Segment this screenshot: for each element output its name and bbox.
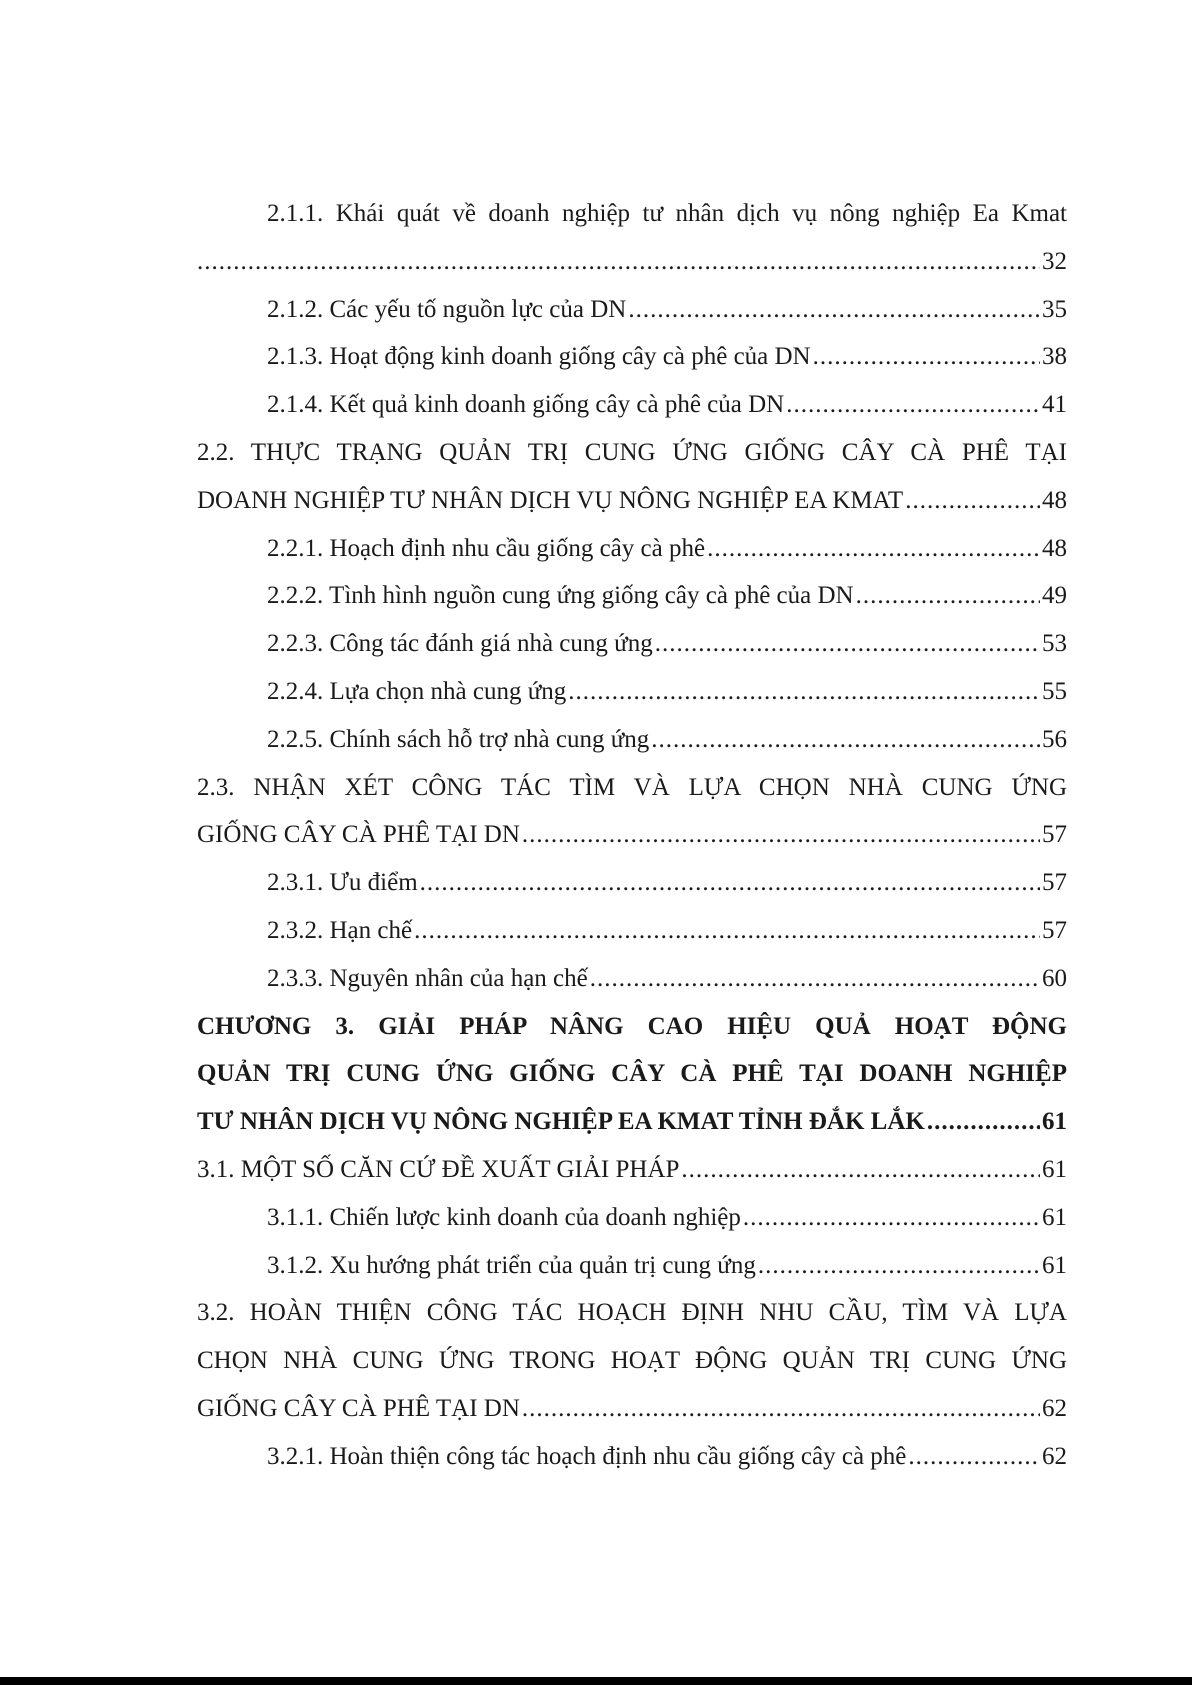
toc-page-number: 38 — [1042, 343, 1067, 371]
toc-entry-2-2-1[interactable] — [197, 525, 1067, 573]
dot-leader — [786, 381, 1040, 429]
toc-entry-2-2-3[interactable] — [197, 620, 1067, 668]
dot-leader — [628, 286, 1040, 334]
toc-page-number: 61 — [1042, 1251, 1067, 1279]
toc-chapter-3-line1[interactable] — [197, 1003, 1067, 1051]
dot-leader — [905, 477, 1040, 525]
toc-entry-2-3-1[interactable] — [197, 859, 1067, 907]
toc-page-number: 57 — [1042, 821, 1067, 849]
toc-page-number: 61 — [1042, 1155, 1067, 1183]
toc-page-number: 56 — [1042, 725, 1067, 753]
toc-entry-title: TƯ NHÂN DỊCH VỤ NÔNG NGHIỆP EA KMAT TỈNH ĐẮK LẮK — [197, 1108, 925, 1136]
toc-entry-title: CHỌN NHÀ CUNG ỨNG TRONG HOẠT ĐỘNG QUẢN TRỊ CUNG ỨNG — [197, 1347, 1067, 1375]
toc-chapter-3-line3[interactable] — [197, 1098, 1067, 1146]
dot-leader — [568, 668, 1040, 716]
toc-page-number: 48 — [1042, 486, 1067, 514]
dot-leader — [681, 1146, 1040, 1194]
toc-entry-title: 3.2.1. Hoàn thiện công tác hoạch định nhu cầu giống cây cà phê — [267, 1442, 907, 1470]
toc-entry-title: QUẢN TRỊ CUNG ỨNG GIỐNG CÂY CÀ PHÊ TẠI DOANH NGHIỆP — [197, 1060, 1067, 1088]
toc-entry-title: 2.2. THỰC TRẠNG QUẢN TRỊ CUNG ỨNG GIỐNG CÂY CÀ PHÊ TẠI — [197, 438, 1067, 466]
toc-entry-2-3-2[interactable] — [197, 907, 1067, 955]
dot-leader — [813, 333, 1040, 381]
toc-entry-2-3-3[interactable] — [197, 955, 1067, 1003]
toc-page-number: 60 — [1042, 964, 1067, 992]
toc-entry-title: 2.1.4. Kết quả kinh doanh giống cây cà phê của DN — [267, 391, 785, 419]
toc-entry-3-2-1[interactable] — [197, 1433, 1067, 1481]
toc-entry-3-1-2[interactable] — [197, 1242, 1067, 1290]
toc-entry-2-1-2[interactable] — [197, 286, 1067, 334]
toc-entry-3-2-line2[interactable] — [197, 1337, 1067, 1385]
toc-page-number: 53 — [1042, 630, 1067, 658]
toc-page-number: 61 — [1042, 1203, 1067, 1231]
toc-page-number: 57 — [1042, 916, 1067, 944]
toc-entry-3-2-line1[interactable] — [197, 1289, 1067, 1337]
toc-entry-title: 3.1.2. Xu hướng phát triển của quản trị cung ứng — [267, 1251, 756, 1279]
toc-entry-2-2-line2[interactable] — [197, 477, 1067, 525]
toc-entry-title: 2.2.1. Hoạch định nhu cầu giống cây cà phê — [267, 534, 706, 562]
dot-leader — [927, 1098, 1040, 1146]
dot-leader — [908, 1433, 1040, 1481]
toc-entry-title: 2.1.2. Các yếu tố nguồn lực của DN — [267, 295, 627, 323]
toc-entry-2-2-4[interactable] — [197, 668, 1067, 716]
toc-entry-title: 2.3.2. Hạn chế — [267, 916, 413, 944]
toc-entry-title: GIỐNG CÂY CÀ PHÊ TẠI DN — [197, 821, 520, 849]
dot-leader — [590, 955, 1040, 1003]
toc-entry-3-2-line3[interactable] — [197, 1385, 1067, 1433]
dot-leader — [856, 572, 1040, 620]
toc-entry-3-1-1[interactable] — [197, 1194, 1067, 1242]
dot-leader — [420, 859, 1040, 907]
toc-entry-2-2-5[interactable] — [197, 716, 1067, 764]
toc-entry-title: 2.2.5. Chính sách hỗ trợ nhà cung ứng — [267, 725, 650, 753]
toc-entry-2-2-line1[interactable] — [197, 429, 1067, 477]
toc-entry-title: 2.2.4. Lựa chọn nhà cung ứng — [267, 677, 567, 705]
toc-page-number: 32 — [1042, 247, 1067, 275]
toc-page-number: 49 — [1042, 582, 1067, 610]
toc-chapter-3-line2[interactable] — [197, 1050, 1067, 1098]
table-of-contents — [197, 190, 1067, 1481]
dot-leader — [522, 1385, 1040, 1433]
toc-page-number: 35 — [1042, 295, 1067, 323]
toc-entry-title: CHƯƠNG 3. GIẢI PHÁP NÂNG CAO HIỆU QUẢ HOẠT ĐỘNG — [197, 1012, 1067, 1040]
toc-page-number: 48 — [1042, 534, 1067, 562]
toc-entry-title: 2.3. NHẬN XÉT CÔNG TÁC TÌM VÀ LỰA CHỌN NHÀ CUNG ỨNG — [197, 773, 1067, 801]
toc-entry-title: DOANH NGHIỆP TƯ NHÂN DỊCH VỤ NÔNG NGHIỆP EA KMAT — [197, 486, 904, 514]
toc-entry-title: 2.3.3. Nguyên nhân của hạn chế — [267, 964, 588, 992]
toc-entry-title: 2.2.3. Công tác đánh giá nhà cung ứng — [267, 630, 653, 658]
toc-entry-2-1-4[interactable] — [197, 381, 1067, 429]
toc-page-number: 62 — [1042, 1442, 1067, 1470]
dot-leader — [414, 907, 1040, 955]
dot-leader — [655, 620, 1040, 668]
toc-entry-title: GIỐNG CÂY CÀ PHÊ TẠI DN — [197, 1394, 520, 1422]
toc-entry-2-3-line1[interactable] — [197, 764, 1067, 812]
toc-entry-title: 3.1. MỘT SỐ CĂN CỨ ĐỀ XUẤT GIẢI PHÁP — [197, 1155, 680, 1183]
toc-entry-title: 3.2. HOÀN THIỆN CÔNG TÁC HOẠCH ĐỊNH NHU CẦU, TÌM VÀ LỰA — [197, 1299, 1067, 1327]
toc-entry-2-3-line2[interactable] — [197, 811, 1067, 859]
toc-page-number: 55 — [1042, 677, 1067, 705]
bottom-edge-bar — [0, 1677, 1192, 1685]
toc-entry-2-1-3[interactable] — [197, 333, 1067, 381]
toc-page-number: 57 — [1042, 869, 1067, 897]
toc-entry-title: 2.2.2. Tình hình nguồn cung ứng giống cây cà phê của DN — [267, 582, 854, 610]
toc-entry-title: 2.1.1. Khái quát về doanh nghiệp tư nhân dịch vụ nông nghiệp Ea Kmat — [267, 200, 1067, 227]
dot-leader — [651, 716, 1040, 764]
dot-leader — [522, 811, 1040, 859]
toc-page-number: 62 — [1042, 1394, 1067, 1422]
toc-entry-title: 3.1.1. Chiến lược kinh doanh của doanh nghiệp — [267, 1203, 741, 1231]
toc-page-number: 61 — [1042, 1108, 1067, 1136]
dot-leader — [197, 238, 1040, 286]
toc-entry-2-1-1-leader[interactable] — [197, 238, 1067, 286]
dot-leader — [707, 525, 1040, 573]
toc-page-number: 41 — [1042, 391, 1067, 419]
toc-entry-title: 2.1.3. Hoạt động kinh doanh giống cây cà phê của DN — [267, 343, 811, 371]
toc-entry-title: 2.3.1. Ưu điểm — [267, 869, 418, 897]
toc-entry-2-2-2[interactable] — [197, 572, 1067, 620]
toc-entry-3-1[interactable] — [197, 1146, 1067, 1194]
dot-leader — [758, 1242, 1040, 1290]
toc-entry-2-1-1[interactable] — [197, 190, 1067, 238]
dot-leader — [743, 1194, 1040, 1242]
